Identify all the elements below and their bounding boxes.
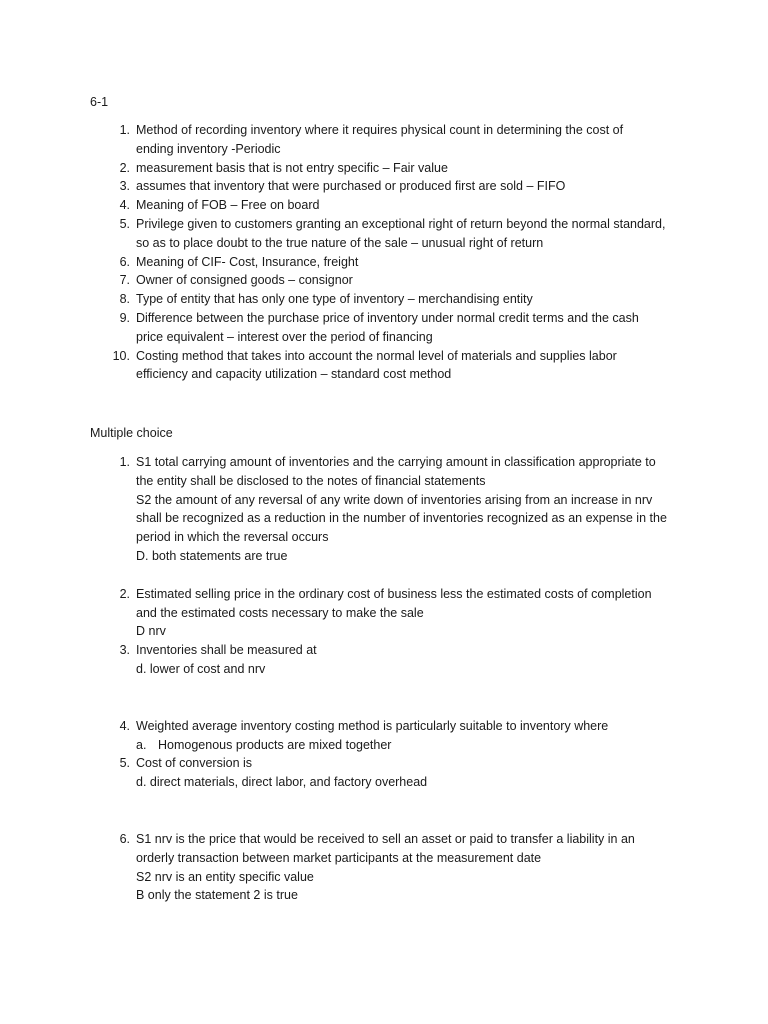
item-number: 3.: [119, 643, 130, 658]
item-number: 3.: [119, 179, 130, 194]
item-text: and the estimated costs necessary to make the sale: [136, 605, 424, 620]
definitions-list: [0, 121, 700, 384]
item-text: Owner of consigned goods – consignor: [136, 273, 353, 288]
list-item: [0, 717, 700, 755]
item-text: Cost of conversion is: [136, 756, 253, 771]
item-number: 2.: [119, 586, 130, 601]
item-text: Inventories shall be measured at: [136, 643, 317, 658]
item-number: 7.: [119, 273, 130, 288]
list-item: [0, 196, 700, 215]
item-text: S1 total carrying amount of inventories and the carrying amount in classification appropriate to: [136, 455, 656, 469]
item-text: so as to place doubt to the true nature of the sale – unusual right of return: [136, 235, 544, 250]
item-number: 4.: [119, 198, 130, 213]
answer-text: d. direct materials, direct labor, and factory overhead: [136, 775, 428, 790]
list-item: [0, 347, 700, 385]
item-text: Type of entity that has only one type of inventory – merchandising entity: [136, 292, 533, 307]
list-item: [0, 453, 700, 566]
item-text: shall be recognized as a reduction in the number of inventories recognized as an expense in the: [136, 511, 667, 526]
item-number: 4.: [119, 718, 130, 733]
list-item: [0, 271, 700, 290]
answer-text: D nrv: [136, 624, 166, 639]
item-number: 5.: [119, 216, 130, 231]
item-number: 1.: [119, 123, 130, 137]
list-item: [0, 641, 700, 679]
list-item: [0, 585, 700, 641]
item-text: Meaning of FOB – Free on board: [136, 198, 320, 213]
item-number: 5.: [119, 756, 130, 771]
answer-text: Homogenous products are mixed together: [158, 737, 392, 752]
section-title-multiple-choice: Multiple choice: [90, 426, 173, 440]
item-text: efficiency and capacity utilization – standard cost method: [136, 367, 452, 382]
list-item: [0, 215, 700, 253]
item-number: 2.: [119, 160, 130, 175]
list-item: [0, 754, 700, 792]
list-item: [0, 309, 700, 347]
item-text: S2 the amount of any reversal of any write down of inventories arising from an increase in nrv: [136, 492, 653, 507]
item-number: 8.: [119, 292, 130, 307]
list-item: [0, 177, 700, 196]
item-text: S2 nrv is an entity specific value: [136, 869, 314, 884]
section-title-6-1: 6-1: [90, 95, 109, 109]
item-number: 10.: [112, 348, 130, 363]
item-text: period in which the reversal occurs: [136, 530, 329, 545]
item-number: 6.: [119, 831, 130, 846]
item-text: Weighted average inventory costing method is particularly suitable to inventory where: [136, 718, 609, 733]
item-text: Method of recording inventory where it requires physical count in determining the cost of: [136, 123, 624, 137]
list-item: [0, 290, 700, 309]
item-text: orderly transaction between market participants at the measurement date: [136, 850, 542, 865]
item-text: Costing method that takes into account the normal level of materials and supplies labor: [136, 348, 617, 363]
item-text: assumes that inventory that were purchased or produced first are sold – FIFO: [136, 179, 566, 194]
item-number: 6.: [119, 254, 130, 269]
list-item: [0, 121, 700, 159]
item-text: Difference between the purchase price of inventory under normal credit terms and the cash: [136, 310, 639, 325]
item-text: Estimated selling price in the ordinary cost of business less the estimated costs of completion: [136, 586, 652, 601]
item-text: measurement basis that is not entry specific – Fair value: [136, 160, 448, 175]
item-text: the entity shall be disclosed to the notes of financial statements: [136, 473, 486, 488]
sub-answer-letter: a.: [136, 737, 147, 752]
list-item: [0, 830, 700, 905]
sub-answer: [136, 736, 700, 755]
item-text: price equivalent – interest over the period of financing: [136, 329, 433, 344]
item-text: Meaning of CIF- Cost, Insurance, freight: [136, 254, 359, 269]
item-number: 1.: [119, 455, 130, 469]
item-text: Privilege given to customers granting an exceptional right of return beyond the normal standard,: [136, 216, 666, 231]
list-item: [0, 253, 700, 272]
answer-text: D. both statements are true: [136, 548, 288, 563]
answer-text: d. lower of cost and nrv: [136, 661, 266, 676]
item-text: S1 nrv is the price that would be received to sell an asset or paid to transfer a liability in an: [136, 831, 635, 846]
item-number: 9.: [119, 310, 130, 325]
item-text: ending inventory -Periodic: [136, 141, 281, 156]
list-item: [0, 159, 700, 178]
answer-text: B only the statement 2 is true: [136, 888, 298, 903]
multiple-choice-list: [0, 453, 700, 905]
